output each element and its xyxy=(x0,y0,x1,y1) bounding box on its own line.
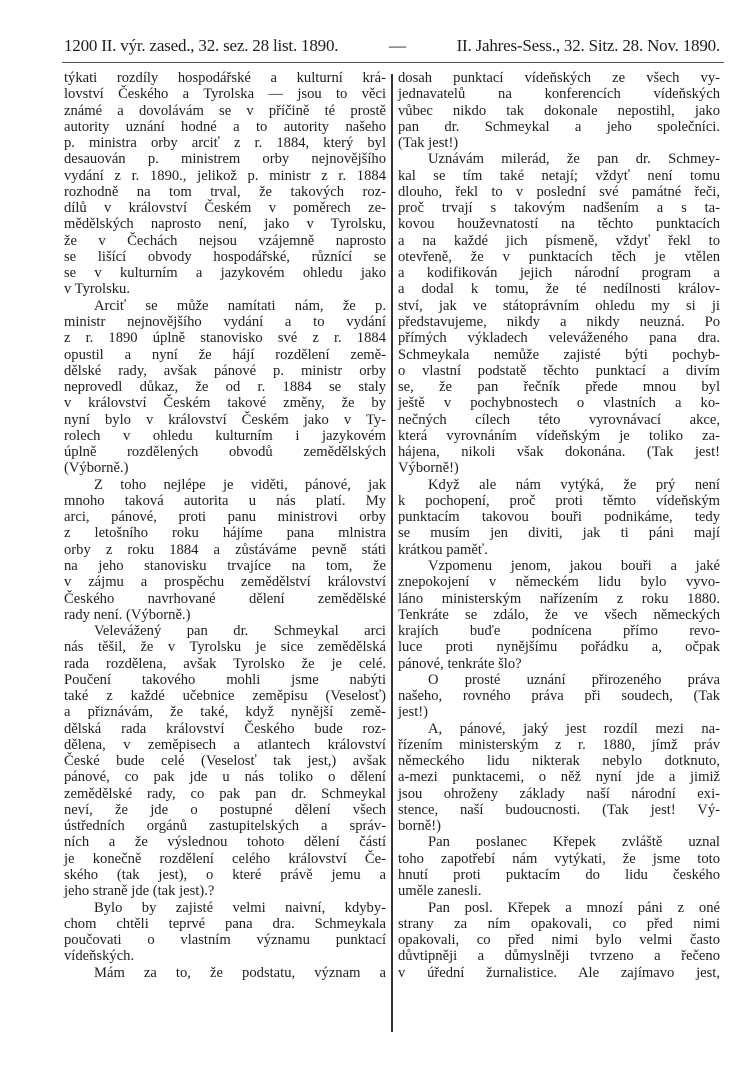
paragraph xyxy=(64,900,386,965)
text-line: představujeme, nikdy a nikdy neuzná. Po xyxy=(398,313,720,330)
text-line: rada rozdělena, avšak Tyrolsko že je celé. xyxy=(64,655,386,672)
text-line: ství, jak ve státoprávním ohledu my si ji xyxy=(398,297,720,314)
text-line: vydání z r. 1890., jelikož p. ministr z r. 1884 xyxy=(64,167,386,184)
text-line: jednavatelů na konferencích vídeňských xyxy=(398,86,720,103)
text-line: Výborně!) xyxy=(398,460,459,477)
text-line: O prosté uznání přirozeného práva xyxy=(428,671,720,688)
text-line: vídeňských. xyxy=(64,948,135,965)
text-line: arci, pánové, proti panu ministrovi orby xyxy=(64,509,386,526)
text-line: a kodifikován jejich národní program a xyxy=(398,265,720,282)
header-czech: 1200 II. výr. zased., 32. sez. 28 list. 1890. xyxy=(64,36,339,55)
column-divider xyxy=(391,74,393,1032)
text-line: neví, že jde o postupné dělení všech xyxy=(64,801,386,818)
text-line: Mám za to, že podstatu, význam a xyxy=(94,964,386,981)
text-line: opustil a nyní že hájí rozdělení země- xyxy=(64,346,386,363)
text-line: Tenkráte se zdálo, že ve všech německých xyxy=(398,606,720,623)
text-line: p. ministra orby arciť z r. 1884, který byl xyxy=(64,135,386,152)
text-line: ních a že výslednou tohoto dělení částí xyxy=(64,834,386,851)
text-line: Z toho nejlépe je viděti, pánové, jak xyxy=(94,476,386,493)
text-line: se v kulturním a jazykovém ohledu jako xyxy=(64,265,386,282)
text-line: Poučení takového mohli jsme nabýti xyxy=(64,671,386,688)
text-line: desauován p. ministrem orby nejnovějšího xyxy=(64,151,386,168)
text-line: a-mezi punktacemi, o něž nyní jde a jimiž xyxy=(398,769,720,786)
text-line: která vyrovnáním vídeňským je toliko za- xyxy=(398,427,720,444)
text-line: strany za ním opakovali, co před nimi xyxy=(398,915,720,932)
text-line: vůbec nikdo tak dokonale nepostihl, jako xyxy=(398,102,720,119)
header-german: II. Jahres-Sess., 32. Sitz. 28. Nov. 1890. xyxy=(456,36,720,55)
text-line: dělské rady, avšak pánové p. ministr orby xyxy=(64,362,386,379)
text-line: orby z roku 1884 a zůstáváme pevně státi xyxy=(64,541,386,558)
paragraph xyxy=(398,558,720,672)
text-line: ského (tak jest), o které právě jemu a xyxy=(64,867,386,884)
text-line: na jeho stanovisku trvajíce na tom, že xyxy=(64,557,386,574)
text-line: známé a dovolávám se v příčině té prostě xyxy=(64,102,386,119)
text-line: Pan posl. Křepek a mnozí páni z oné xyxy=(428,899,720,916)
text-line: Když ale nám vytýká, že prý není xyxy=(428,476,720,493)
paragraph xyxy=(398,834,720,899)
text-line: pan dr. Schmeykal a jeho společníci. xyxy=(398,118,720,135)
text-line: důvtipněji a důmyslněji tvrzeno a řečeno xyxy=(398,948,720,965)
text-line: se lišící obvody hospodářské, různící se xyxy=(64,248,386,265)
text-line: autority uznání hodné a to autority našeho xyxy=(64,118,386,135)
text-line: v Tyrolsku. xyxy=(64,281,131,298)
paragraph xyxy=(398,672,720,721)
running-header xyxy=(64,36,720,58)
text-line: pánové, tenkráte šlo? xyxy=(398,655,522,672)
text-line: otevřeně, že v punktacích těch je vtělen xyxy=(398,248,720,265)
text-line: týkati rozdíly hospodářské a kulturní krá- xyxy=(64,70,386,86)
text-line: a na každé jich písmeně, vždyť řekl to xyxy=(398,232,720,249)
text-line: Schmeykala nemůže zajisté býti pochyb- xyxy=(398,346,720,363)
text-line: v království Českém takové změny, že by xyxy=(64,395,386,412)
header-dash: — xyxy=(389,36,406,55)
text-line: proč trvají s takovým nadšením a s ta- xyxy=(398,200,720,217)
text-line: dílů v království Českém v poměrech ze- xyxy=(64,200,386,217)
paragraph xyxy=(398,151,720,476)
text-line: ministr nejnovějšího vydání a to vydání xyxy=(64,313,386,330)
text-line: ústředních orgánů zastupitelských a správ- xyxy=(64,818,386,835)
text-line: v zájmu a prospěchu zemědělství království xyxy=(64,574,386,591)
paragraph xyxy=(64,70,386,298)
text-line: k pochopení, proč proti těmto vídeňským xyxy=(398,492,720,509)
header-rule xyxy=(62,62,724,63)
text-line: dosah punktací vídeňských ze všech vy- xyxy=(398,70,720,86)
text-line: Arciť se může namítati nám, že p. xyxy=(94,297,386,314)
text-line: pánové, co pak jde u nás toliko o dělení xyxy=(64,769,386,786)
text-line: znepokojení v německém lidu bylo vyvo- xyxy=(398,574,720,591)
text-line: že v Čechách nejsou vzájemně naprosto xyxy=(64,232,386,249)
text-line: chom chtěli teprvé pana dra. Schmeykala xyxy=(64,915,386,932)
paragraph xyxy=(64,623,386,900)
left-column xyxy=(64,70,386,981)
text-line: také z každé učebnice zeměpisu (Veselosť) xyxy=(64,688,386,705)
text-line: německého lidu nikterak nebylo dotknuto, xyxy=(398,753,720,770)
text-line: z r. 1890 úplně stanovisko své z r. 1884 xyxy=(64,330,386,347)
text-line: dlouho, řekl to v poslední své památné řeči, xyxy=(398,183,720,200)
text-line: dělena, v zeměpisech a atlantech království xyxy=(64,736,386,753)
text-line: z letošního roku hájíme pana mlnistra xyxy=(64,525,386,542)
text-line: Velevážený pan dr. Schmeykal arci xyxy=(94,623,386,640)
text-line: Vzpomenu jenom, jakou bouři a jaké xyxy=(428,557,720,574)
text-line: Českého navrhované dělení zemědělské xyxy=(64,590,386,607)
paragraph xyxy=(64,298,386,477)
text-line: se musím jen diviti, jak ti páni mají xyxy=(398,525,720,542)
text-line: úplně rozdělených obvodů zemědělských xyxy=(64,444,386,461)
text-line: lovství Českého a Tyrolska — jsou to věci xyxy=(64,86,386,103)
text-line: Pan poslanec Křepek zvláště uznal xyxy=(428,834,720,851)
text-line: mědělských naprosto není, jako v Tyrolsku, xyxy=(64,216,386,233)
text-line: neprovedl důkaz, že od r. 1884 se staly xyxy=(64,379,386,396)
text-line: našeho, rovného práva při soudech, (Tak xyxy=(398,688,720,705)
text-line: jest!) xyxy=(398,704,428,721)
text-line: toho zapotřebí nám vytýkati, že jsme toto xyxy=(398,850,720,867)
text-line: rozhodně na tom trval, že takových roz- xyxy=(64,183,386,200)
text-line: poučovati o vlastním významu punktací xyxy=(64,932,386,949)
text-line: a přiznávám, že také, když nynější země- xyxy=(64,704,386,721)
text-line: stence, naší budoucnosti. (Tak jest! Vý- xyxy=(398,801,720,818)
paragraph xyxy=(398,70,720,151)
paragraph xyxy=(398,721,720,835)
text-line: je konečně rozdělení celého království Če- xyxy=(64,850,386,867)
text-line: uměle zanesli. xyxy=(398,883,482,900)
text-line: krátkou paměť. xyxy=(398,541,488,558)
paragraph xyxy=(398,900,720,981)
text-line: nečných cílech této vyrovnávací akce, xyxy=(398,411,720,428)
text-line: nyní bylo v království Českém jako v Ty- xyxy=(64,411,386,428)
text-line: borně!) xyxy=(398,818,441,835)
text-line: jeho straně jde (tak jest).? xyxy=(64,883,215,900)
text-line: kovou houževnatostí na těchto punktacích xyxy=(398,216,720,233)
paragraph xyxy=(64,965,386,981)
right-column xyxy=(398,70,720,981)
text-line: Bylo by zajisté velmi naivní, kdyby- xyxy=(94,899,386,916)
text-line: luce proti nynějšímu pořádku a, očpak xyxy=(398,639,720,656)
paragraph xyxy=(398,477,720,558)
text-line: krajích buďe podnícena přímo revo- xyxy=(398,623,720,640)
text-line: a dodal k tomu, že té nedílnosti králov- xyxy=(398,281,720,298)
text-line: (Výborně.) xyxy=(64,460,129,477)
text-line: opakovali, co před nimi bylo velmi často xyxy=(398,932,720,949)
text-line: o vlastní podstatě těchto punktací a divím xyxy=(398,362,720,379)
text-line: láno ministerským nařízením z roku 1880. xyxy=(398,590,720,607)
text-line: se, že pan řečník přede mnou byl xyxy=(398,379,720,396)
text-line: jsou ohroženy základy naší národní exi- xyxy=(398,785,720,802)
text-line: nás těšil, že v Tyrolsku je sice zemědělská xyxy=(64,639,386,656)
text-line: rolech v ohledu kulturním i jazykovém xyxy=(64,427,386,444)
text-line: řízením ministerským z r. 1880, jímž práv xyxy=(398,736,720,753)
text-line: v úřední žurnalistice. Ale zajímavo jest, xyxy=(398,964,720,981)
text-line: kal se tím také netají; vždyť není tomu xyxy=(398,167,720,184)
text-line: hájena, nikoli však dokonána. (Tak jest! xyxy=(398,444,720,461)
text-line: dělská rada království Českého bude roz- xyxy=(64,720,386,737)
text-line: ještě v pochybnostech o vlastních a ko- xyxy=(398,395,720,412)
text-line: rady není. (Výborně.) xyxy=(64,606,191,623)
paragraph xyxy=(64,477,386,623)
text-line: Uznávám milerád, že pan dr. Schmey- xyxy=(428,151,720,168)
text-line: (Tak jest!) xyxy=(398,135,459,152)
text-line: České bude celé (Veselosť tak jest,) avšak xyxy=(64,753,386,770)
text-line: hnutí proti puktacím do lidu českého xyxy=(398,867,720,884)
text-line: punktacím takovou bouři podnikáme, tedy xyxy=(398,509,720,526)
text-line: zemědělské rady, co pak pan dr. Schmeykal xyxy=(64,785,386,802)
text-line: A, pánové, jaký jest rozdíl mezi na- xyxy=(428,720,720,737)
text-line: mnoho taková autorita u nás platí. My xyxy=(64,492,386,509)
text-line: přímých výkladech veleváženého pana dra. xyxy=(398,330,720,347)
